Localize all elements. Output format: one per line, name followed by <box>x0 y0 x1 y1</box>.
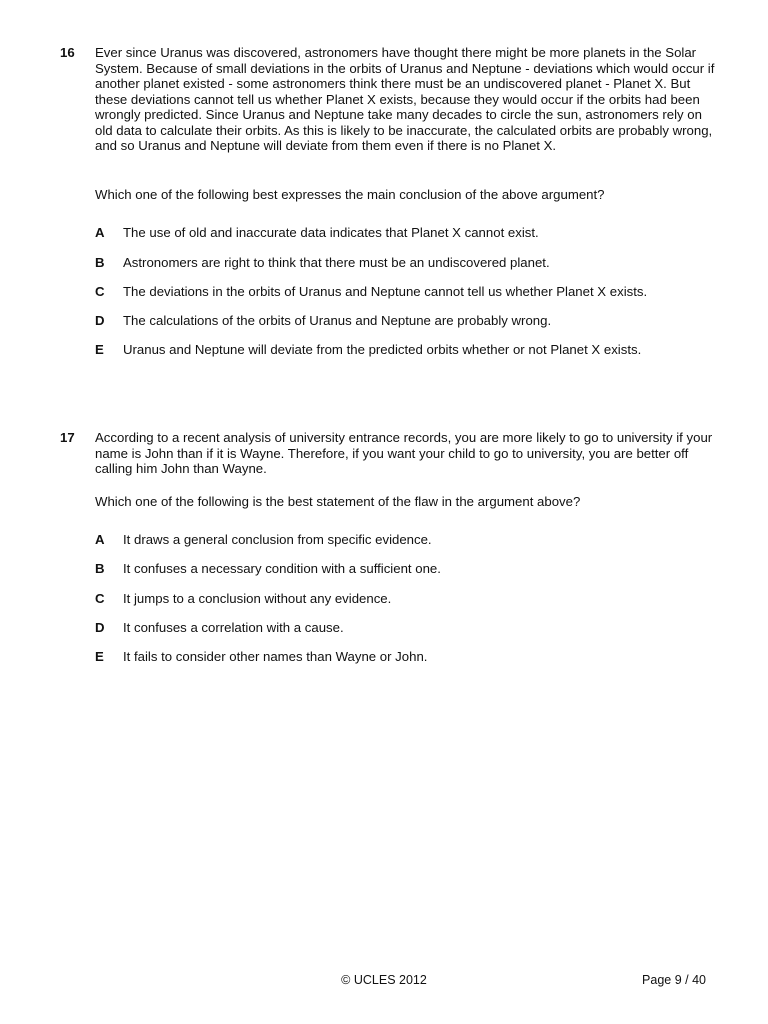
question-stem: Ever since Uranus was discovered, astronomers have thought there might be more planets in the Solar System. Because of small deviations in the orbits of Uranus and Neptune - deviations which would occur if another planet existed - some astronomers think there must be an undiscovered planet - Planet X. But these deviations cannot tell us whether Planet X exists, because they would occur if the orbits had been wrongly predicted. Since Uranus and Neptune take many decades to circle the sun, astronomers rely on old data to calculate their orbits. As this is likely to be inaccurate, the calculated orbits are probably wrong, and so Uranus and Neptune will deviate from them even if there is no Planet X. <box>95 45 715 153</box>
option-text: The calculations of the orbits of Uranus and Neptune are probably wrong. <box>123 313 552 328</box>
option-text: The use of old and inaccurate data indicates that Planet X cannot exist. <box>123 225 539 240</box>
option-letter: D <box>95 313 105 328</box>
option-letter: B <box>95 255 105 270</box>
option-letter: C <box>95 284 105 299</box>
question-number: 16 <box>60 45 75 60</box>
copyright-notice: © UCLES 2012 <box>341 973 427 987</box>
question-prompt: Which one of the following best expresses the main conclusion of the above argument? <box>95 187 605 202</box>
option-letter: A <box>95 225 105 240</box>
option-letter: E <box>95 342 104 357</box>
option-text: Astronomers are right to think that there must be an undiscovered planet. <box>123 255 550 270</box>
option-letter: E <box>95 649 104 664</box>
option-text: It confuses a necessary condition with a sufficient one. <box>123 561 441 576</box>
question-number: 17 <box>60 430 75 445</box>
option-text: It fails to consider other names than Wayne or John. <box>123 649 428 664</box>
option-text: The deviations in the orbits of Uranus and Neptune cannot tell us whether Planet X exists. <box>123 284 648 299</box>
option-text: It confuses a correlation with a cause. <box>123 620 344 635</box>
question-stem: According to a recent analysis of university entrance records, you are more likely to go to university if your name is John than if it is Wayne. Therefore, if you want your child to go to university, you are better off calling him John than Wayne. <box>95 430 713 476</box>
question-prompt: Which one of the following is the best statement of the flaw in the argument above? <box>95 494 581 509</box>
option-letter: A <box>95 532 105 547</box>
option-letter: C <box>95 591 105 606</box>
option-letter: B <box>95 561 105 576</box>
option-text: It draws a general conclusion from specific evidence. <box>123 532 432 547</box>
page-number: Page 9 / 40 <box>642 973 706 987</box>
option-letter: D <box>95 620 105 635</box>
option-text: It jumps to a conclusion without any evidence. <box>123 591 392 606</box>
option-text: Uranus and Neptune will deviate from the predicted orbits whether or not Planet X exists. <box>123 342 642 357</box>
